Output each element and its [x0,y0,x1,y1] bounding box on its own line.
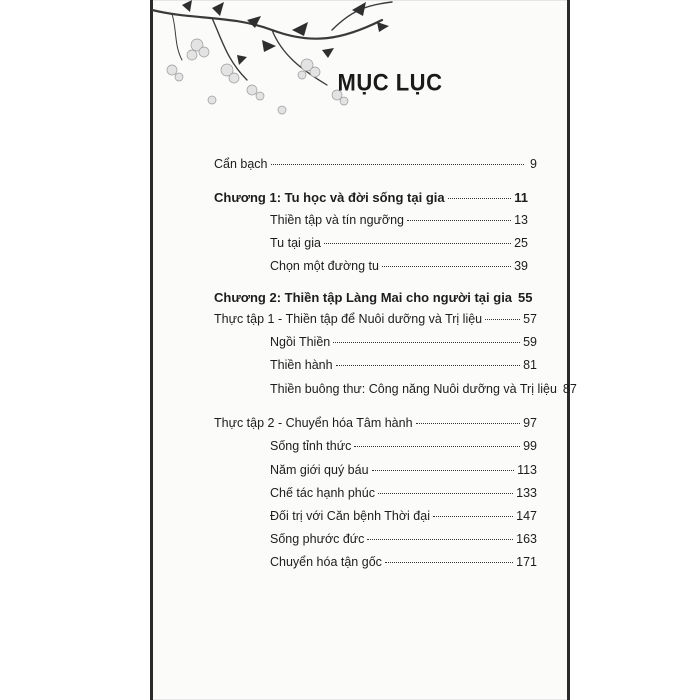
page-edge-right [567,0,570,700]
dot-leader [271,164,524,165]
page-title: MỤC LỤC [337,68,443,97]
toc-entry [214,190,528,210]
toc-entry-label: Năm giới quý báu [270,463,369,477]
toc-entry-page-number: 13 [514,213,528,227]
toc-entry-label: Chuyển hóa tận gốc [270,555,382,569]
toc-entry [270,509,537,529]
toc-entry [270,382,577,402]
toc-entry [270,335,537,355]
toc-entry-label: Chọn một đường tu [270,259,379,273]
toc-entry [270,463,537,483]
dot-leader [416,423,521,424]
toc-entry [270,358,537,378]
toc-entry-label: Chế tác hạnh phúc [270,486,375,500]
dot-leader [485,319,520,320]
toc-entry [214,290,533,310]
toc-entry [270,532,537,552]
toc-entry-label: Sống tỉnh thức [270,439,352,453]
toc-entry-label: Cẩn bạch [214,157,268,171]
toc-entry-page-number: 163 [516,532,537,546]
toc-entry-label: Tu học và đời sống tại gia [284,190,445,205]
toc-entry-label: Chuyển hóa Tâm hành [285,416,413,430]
toc-entry [270,555,537,575]
toc-entry-label: Tu tại gia [270,236,321,250]
toc-entry-prefix: Thực tập 1 - [214,312,286,326]
dot-leader [367,539,513,540]
toc-entry [270,236,528,256]
dot-leader [354,446,520,447]
dot-leader [372,470,515,471]
dot-leader [382,266,511,267]
toc-entry-page-number: 87 [562,382,577,396]
toc-entry-page-number: 59 [523,335,537,349]
toc-entry-label: Đối trị với Căn bệnh Thời đại [270,509,430,523]
toc-entry-page-number: 147 [516,509,537,523]
dot-leader [433,516,513,517]
toc-entry-label: Ngồi Thiền [270,335,331,349]
toc-entry [214,416,537,436]
dot-leader [407,220,511,221]
toc-entry-label: Thiền hành [270,358,333,372]
toc-entry [270,486,537,506]
toc-entry-page-number: 25 [514,236,528,250]
toc-entry-page-number: 9 [530,157,537,171]
toc-entry-prefix: Thực tập 2 - [214,416,286,430]
toc-entry [270,439,537,459]
dot-leader [448,198,512,199]
toc-entry-prefix: Chương 2: [214,290,285,305]
toc-entry-prefix: Chương 1: [214,190,285,205]
dot-leader [324,243,511,244]
toc-entry-page-number: 55 [518,290,533,305]
toc-entry [214,157,537,177]
toc-entry-page-number: 133 [516,486,537,500]
toc-entry-page-number: 81 [523,358,537,372]
dot-leader [333,342,520,343]
toc-entry-page-number: 39 [514,259,528,273]
cherry-blossom-illustration [152,0,402,130]
toc-entry-label: Thiền tập Làng Mai cho người tại gia [284,290,513,305]
toc-entry [214,312,537,332]
toc-entry-page-number: 113 [517,463,537,477]
dot-leader [385,562,513,563]
toc-entry-page-number: 57 [523,312,537,326]
dot-leader [336,365,521,366]
toc-entry-page-number: 97 [523,416,537,430]
dot-leader [378,493,513,494]
toc-entry-page-number: 11 [514,190,528,205]
toc-entry [270,259,528,279]
toc-entry [270,213,528,233]
toc-entry-label: Thiền buông thư: Công năng Nuôi dưỡng và Trị liệu [270,382,557,396]
toc-entry-page-number: 99 [523,439,537,453]
toc-entry-label: Thiền tập và tín ngưỡng [270,213,405,227]
toc-entry-label: Thiền tập để Nuôi dưỡng và Trị liệu [285,312,483,326]
toc-entry-page-number: 171 [516,555,537,569]
toc-entry-label: Sống phước đức [270,532,365,546]
